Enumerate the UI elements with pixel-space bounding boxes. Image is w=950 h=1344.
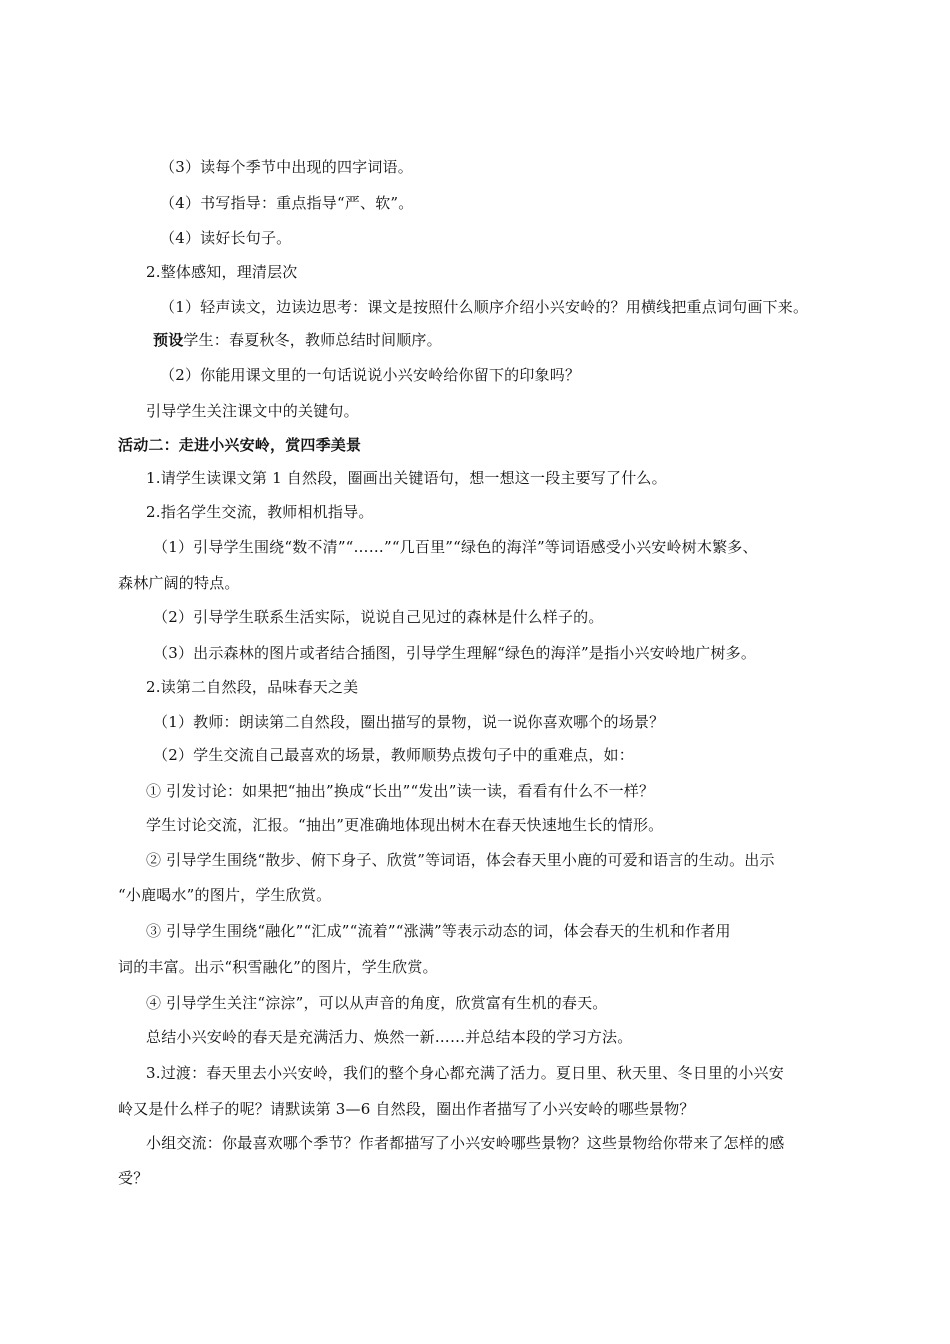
text-line [153, 330, 442, 350]
text-line: ④ 引导学生关注“淙淙”，可以从声音的角度，欣赏富有生机的春天。 [146, 994, 608, 1012]
preset-label: 预设 [153, 331, 184, 349]
text-line: 引导学生关注课文中的关键句。 [146, 402, 359, 420]
text-line: 学生讨论交流，汇报。“抽出”更准确地体现出树木在春天快速地生长的情形。 [146, 816, 664, 834]
text-line: （1）轻声读文，边读边思考：课文是按照什么顺序介绍小兴安岭的？用横线把重点词句画下来。 [160, 298, 809, 316]
text-line: ① 引发讨论：如果把“抽出”换成“长出”“发出”读一读，看看有什么不一样？ [146, 782, 655, 800]
text-line: （3）读每个季节中出现的四字词语。 [160, 158, 413, 176]
text-line: （2）学生交流自己最喜欢的场景，教师顺势点拨句子中的重难点，如： [153, 746, 634, 764]
text-line: （1）引导学生围绕“数不清”“……”“几百里”“绿色的海洋”等词语感受小兴安岭树木繁多、 [153, 538, 758, 556]
text-line: 小组交流：你最喜欢哪个季节？作者都描写了小兴安岭哪些景物？这些景物给你带来了怎样的感 [146, 1134, 785, 1152]
text-line: ③ 引导学生围绕“融化”“汇成”“流着”“涨满”等表示动态的词，体会春天的生机和作者用 [146, 922, 731, 940]
text-line: ② 引导学生围绕“散步、俯下身子、欣赏”等词语，体会春天里小鹿的可爱和语言的生动。出示 [146, 851, 775, 869]
text-line: 3.过渡：春天里去小兴安岭，我们的整个身心都充满了活力。夏日里、秋天里、冬日里的小兴安 [146, 1064, 784, 1082]
text-line: （2）引导学生联系生活实际，说说自己见过的森林是什么样子的。 [153, 608, 604, 626]
section-subheading: 2.读第二自然段，品味春天之美 [146, 678, 359, 696]
text-line: （3）出示森林的图片或者结合插图，引导学生理解“绿色的海洋”是指小兴安岭地广树多。 [153, 644, 757, 662]
section-subheading: 2.整体感知，理清层次 [146, 263, 298, 281]
text-line: 受？ [118, 1169, 149, 1187]
text-line: （1）教师：朗读第二自然段，圈出描写的景物，说一说你喜欢哪个的场景？ [153, 713, 665, 731]
text-line: 2.指名学生交流，教师相机指导。 [146, 503, 374, 521]
text-line: 总结小兴安岭的春天是充满活力、焕然一新……并总结本段的学习方法。 [146, 1028, 633, 1046]
text-line: （4）读好长句子。 [160, 229, 292, 247]
text-line: 岭又是什么样子的呢？请默读第 3—6 自然段，圈出作者描写了小兴安岭的哪些景物？ [118, 1100, 695, 1118]
text-line: 1.请学生读课文第 1 自然段，圈画出关键语句，想一想这一段主要写了什么。 [146, 469, 667, 487]
text-line: （2）你能用课文里的一句话说说小兴安岭给你留下的印象吗？ [160, 366, 581, 384]
text-line: “小鹿喝水”的图片，学生欣赏。 [118, 886, 332, 904]
text-line: （4）书写指导：重点指导“严、软”。 [160, 194, 414, 212]
text-line: 词的丰富。出示“积雪融化”的图片，学生欣赏。 [118, 958, 438, 976]
text-line: 森林广阔的特点。 [118, 574, 240, 592]
activity-heading: 活动二：走进小兴安岭，赏四季美景 [118, 436, 362, 454]
preset-text: 学生：春夏秋冬，教师总结时间顺序。 [183, 331, 442, 349]
